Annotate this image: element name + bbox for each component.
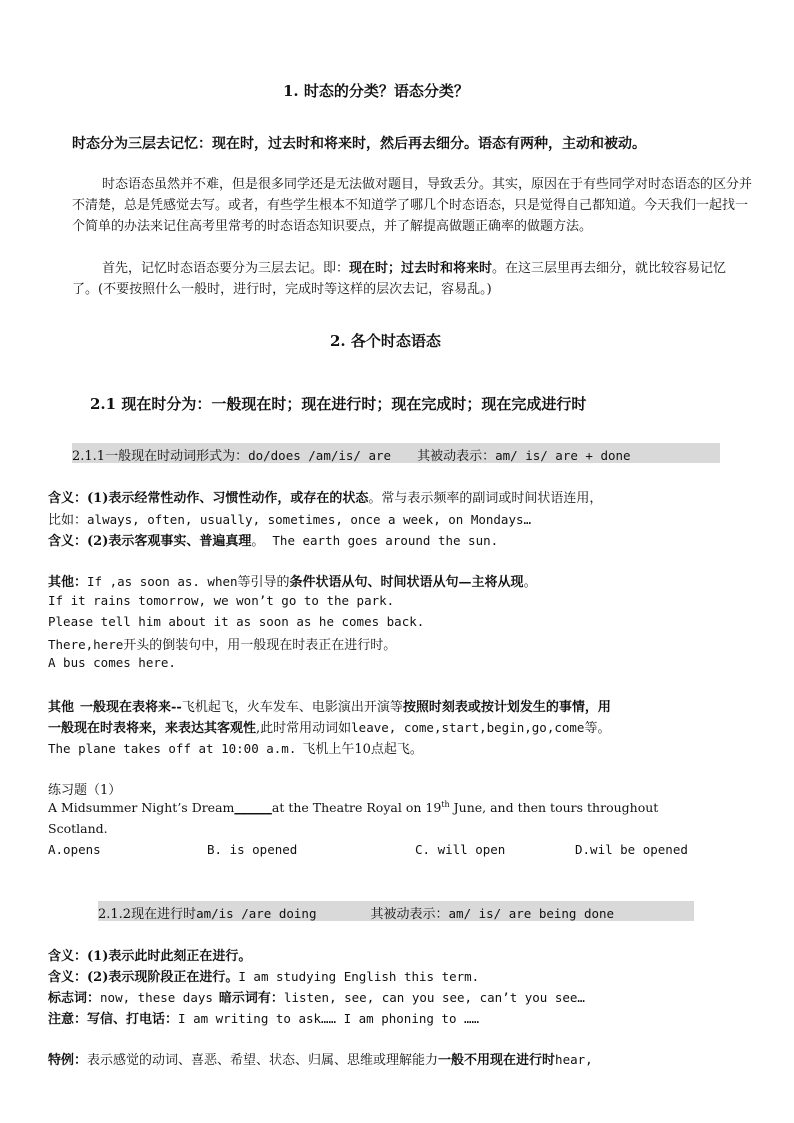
s211-ex5-a: The plane takes off at 10:00 a.m. xyxy=(48,741,297,756)
intro-p2-text-a: 首先，记忆时态语态要分为三层去记。即： xyxy=(102,261,350,276)
option-b: B. is opened xyxy=(207,842,298,857)
s211-example-5 xyxy=(48,738,423,757)
s212-sig-a: now, these days xyxy=(100,990,213,1005)
s211-m2-rest-b: The earth goes around the sun. xyxy=(272,533,499,548)
heading-2: 2. 各个时态语态 xyxy=(330,332,441,350)
s211-m2-bold: (2)表示客观事实、普遍真理 xyxy=(87,534,252,549)
s211-o2-line2-b: ,此时常用动词如 xyxy=(256,721,352,736)
s212-meaning-2 xyxy=(48,966,479,985)
s211-m1-bold: (1)表示经常性动作、习惯性动作，或存在的状态 xyxy=(87,491,369,506)
s211-example-4: A bus comes here. xyxy=(48,655,176,670)
s211-meaning-1-line-2 xyxy=(48,509,531,528)
practice-question-1 xyxy=(48,800,658,815)
s211-m1-label: 含义： xyxy=(48,491,88,506)
s211-other-2-line-2 xyxy=(48,717,610,736)
section-2-1-2-title xyxy=(98,903,614,922)
practice-question-1-line-2: Scotland. xyxy=(48,821,108,836)
s211-meaning-1 xyxy=(48,487,602,506)
s212-signal-words xyxy=(48,987,585,1006)
s211-o1-c: 条件状语从句、时间状语从句—主将从现 xyxy=(289,575,524,590)
heading-1: 1. 时态的分类？语态分类？ xyxy=(283,82,469,100)
s211-o2-a: 一般现在表将来-- xyxy=(80,700,182,715)
s212-title-c: 其被动表示： xyxy=(370,907,449,922)
s211-o2-label: 其他 xyxy=(48,700,75,715)
s211-o2-line2-c: leave, come,start,begin,go,come xyxy=(351,720,585,735)
s212-m1-bold: (1)表示此时此刻正在进行。 xyxy=(87,949,252,964)
heading-2-1: 2.1 现在时分为：一般现在时；现在进行时；现在完成时；现在完成进行时 xyxy=(90,395,587,413)
s212-note xyxy=(48,1008,479,1027)
s211-m1-rest: 。常与表示频率的副词或时间状语连用， xyxy=(368,491,603,506)
summary-line: 时态分为三层去记忆：现在时，过去时和将来时，然后再去细分。语态有两种，主动和被动。 xyxy=(72,136,646,152)
s211-o2-line2-a: 一般现在时表将来，来表达其客观性 xyxy=(48,721,257,736)
s211-m1-line2-a: 比如： xyxy=(48,513,88,528)
q1-text-b: at the Theatre Royal on 19 xyxy=(271,800,442,815)
s212-m2-rest: I am studying English this term. xyxy=(238,969,480,984)
s211-title-b: do/does /am/is/ are xyxy=(248,448,392,463)
s211-o2-c: 按照时刻表或按计划发生的事情，用 xyxy=(402,700,611,715)
s211-title-d: am/ is/ are + done xyxy=(495,448,631,463)
practice-title: 练习题（1） xyxy=(48,783,122,798)
s212-title-a: 2.1.2现在进行时 xyxy=(98,907,197,922)
s211-ex3-a: There,here xyxy=(48,637,124,652)
s211-example-3 xyxy=(48,634,396,653)
s212-m2-bold: (2)表示现阶段正在进行。 xyxy=(87,970,239,985)
s211-example-1: If it rains tomorrow, we won’t go to the park. xyxy=(48,593,395,608)
intro-paragraph-1: 时态语态虽然并不难，但是很多同学还是无法做对题目，导致丢分。其实，原因在于有些同学对时态语态的区分并不清楚，总是凭感觉去写。或者，有些学生根本不知道学了哪几个时态语态，只是觉得自己都知道。今天我们一起找一个简单的办法来记住高考里常考的时态语态知识要点，并了解提高做题正确率的做题方法。 xyxy=(72,177,753,234)
s211-other-1 xyxy=(48,571,537,590)
intro-p2-text-c: 。在这三层里再去细分，就比较容易记忆了。(不要按照什么一般时，进行时，完成时等这样的层次去记，容易乱。) xyxy=(72,261,727,297)
option-a: A.opens xyxy=(48,842,101,857)
s211-o1-label: 其他： xyxy=(48,575,88,590)
s212-sp-label: 特例： xyxy=(48,1053,88,1068)
s211-o1-a: If ,as soon as. when xyxy=(87,574,238,589)
s212-sp-b: 一般不用现在进行时 xyxy=(438,1053,556,1068)
q1-text-c: June, and then tours throughout xyxy=(449,800,659,815)
s211-m1-line2-b: always, often, usually, sometimes, once a week, on Mondays… xyxy=(87,512,532,527)
s211-m2-rest-a: 。 xyxy=(251,534,265,549)
q1-sup: th xyxy=(441,799,450,809)
intro-p2-bold: 现在时；过去时和将来时 xyxy=(349,261,493,276)
s212-note-label: 注意： xyxy=(48,1012,88,1027)
s212-note-rest: I am writing to ask…… I am phoning to …… xyxy=(178,1011,480,1026)
s212-sig-c: listen, see, can you see, can’t you see… xyxy=(283,990,585,1005)
s211-example-2: Please tell him about it as soon as he comes back. xyxy=(48,614,425,629)
s212-special-case xyxy=(48,1049,593,1068)
s211-ex5-b: 飞机上午10点起飞。 xyxy=(302,742,423,757)
s212-title-d: am/ is/ are being done xyxy=(448,906,615,921)
s211-ex3-b: 开头的倒装句中，用一般现在时表正在进行时。 xyxy=(123,638,397,653)
s212-note-bold: 写信、打电话： xyxy=(87,1012,179,1027)
s211-m2-label: 含义： xyxy=(48,534,88,549)
s211-o2-line2-d: 等。 xyxy=(584,721,611,736)
s212-title-b: am/is /are doing xyxy=(196,906,317,921)
s212-meaning-1 xyxy=(48,945,251,964)
s211-title-c: 其被动表示： xyxy=(417,449,496,464)
s211-o1-b: 等引导的 xyxy=(237,575,290,590)
option-c: C. will open xyxy=(415,842,506,857)
q1-text-a: A Midsummer Night’s Dream xyxy=(48,800,235,815)
section-2-1-1-title xyxy=(72,445,631,464)
s212-sp-c: hear, xyxy=(555,1052,593,1067)
s211-meaning-2 xyxy=(48,530,498,549)
s212-sig-label: 标志词： xyxy=(48,991,101,1006)
s212-sp-a: 表示感觉的动词、喜恶、希望、状态、归属、思维或理解能力 xyxy=(87,1053,439,1068)
s212-sig-b: 暗示词有： xyxy=(218,991,284,1006)
s211-other-2 xyxy=(48,696,611,715)
intro-paragraph-2 xyxy=(72,258,752,300)
option-d: D.wil be opened xyxy=(575,842,688,857)
s212-m2-label: 含义： xyxy=(48,970,88,985)
s211-o2-b: 飞机起飞，火车发车、电影演出开演等 xyxy=(181,700,403,715)
s212-m1-label: 含义： xyxy=(48,949,88,964)
s211-title-a: 2.1.1一般现在时动词形式为： xyxy=(72,449,249,464)
s211-o1-d: 。 xyxy=(523,575,537,590)
q1-blank: ______ xyxy=(234,800,272,815)
